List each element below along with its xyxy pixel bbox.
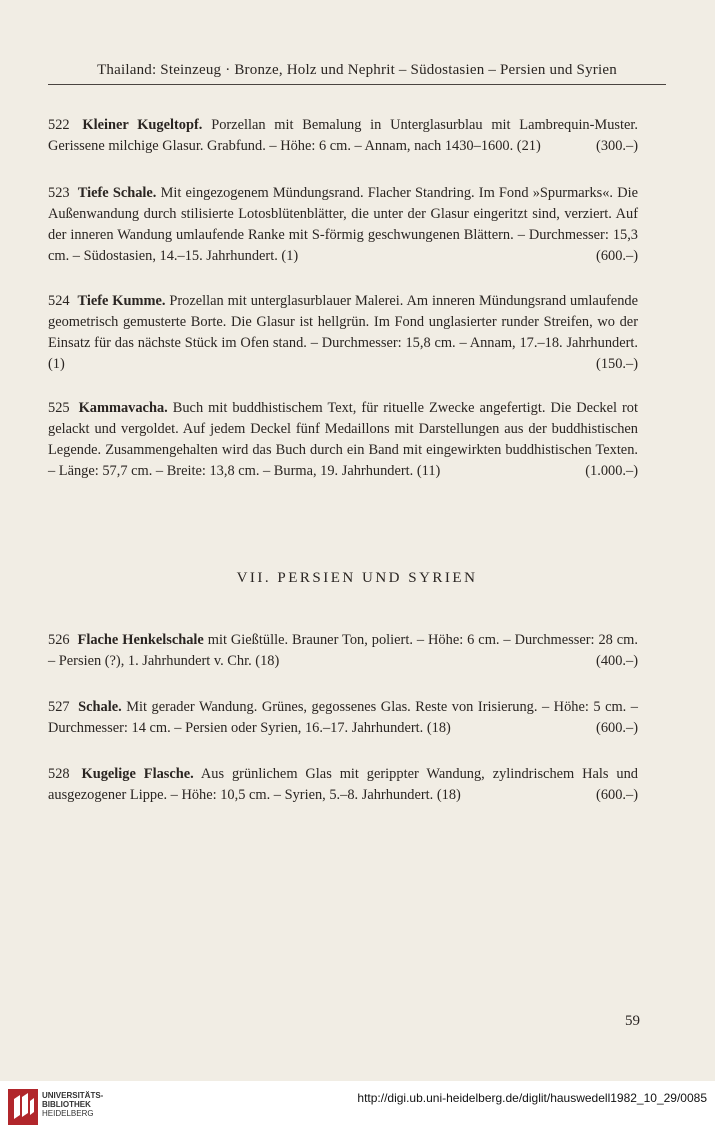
- entry-title: Tiefe Schale.: [77, 185, 157, 201]
- entry-title: Kammavacha.: [78, 400, 168, 416]
- source-url[interactable]: http://digi.ub.uni-heidelberg.de/diglit/hauswedell1982_10_29/0085: [357, 1091, 707, 1105]
- library-name: [42, 1091, 103, 1118]
- entry-price: (400.–): [596, 653, 638, 669]
- entry-number: 525: [48, 400, 70, 416]
- catalog-entry-528: [48, 764, 638, 806]
- library-name-line3: HEIDELBERG: [42, 1109, 94, 1118]
- library-logo-icon: [8, 1089, 38, 1125]
- entry-number: 522: [48, 117, 70, 133]
- catalog-entry-525: [48, 398, 638, 482]
- catalog-entry-526: [48, 630, 638, 672]
- entry-number: 524: [48, 293, 70, 309]
- library-name-line1: UNIVERSITÄTS-: [42, 1091, 104, 1100]
- entry-price: (1.000.–): [585, 463, 638, 479]
- section-heading: VII. PERSIEN UND SYRIEN: [236, 570, 478, 586]
- entry-price: (600.–): [596, 248, 638, 264]
- catalog-entry-524: [48, 291, 638, 375]
- entry-body: Mit gerader Wandung. Grünes, gegossenes Glas. Reste von Irisierung. – Höhe: 5 cm. – Durchmesser: 14 cm. – Persien oder Syrien, 16.–17. Jahrhundert. (18): [48, 699, 638, 736]
- entry-title: Kugelige Flasche.: [81, 766, 194, 782]
- footer-bar: [0, 1081, 715, 1133]
- entry-title: Tiefe Kumme.: [77, 293, 166, 309]
- catalog-entry-523: [48, 183, 638, 267]
- entry-number: 528: [48, 766, 70, 782]
- running-header: Thailand: Steinzeug · Bronze, Holz und Nephrit – Südostasien – Persien und Syrien: [97, 62, 617, 78]
- entry-body: Aus grünlichem Glas mit gerippter Wandung, zylindrischem Hals und ausgezogener Lippe. – Höhe: 10,5 cm. – Syrien, 5.–8. Jahrhundert. (18): [48, 766, 638, 803]
- entry-title: Kleiner Kugeltopf.: [82, 117, 203, 133]
- library-name-line2: BIBLIOTHEK: [42, 1100, 91, 1109]
- entry-title: Schale.: [78, 699, 122, 715]
- entry-body: Prozellan mit unterglasurblauer Malerei. Am inneren Mündungsrand umlaufende geometrisch gemusterte Borte. Die Glasur ist hellgrün. Im Fond unglasierter runder Streifen, wo der Einsatz für das nächste Stück im Ofen stand. – Durchmesser: 15,8 cm. – Annam, 17.–18. Jahrhundert. (1): [48, 293, 638, 372]
- entry-title: Flache Henkelschale: [77, 632, 204, 648]
- entry-price: (150.–): [596, 356, 638, 372]
- header-rule: [48, 84, 666, 85]
- catalog-entry-527: [48, 697, 638, 739]
- entry-number: 527: [48, 699, 70, 715]
- entry-price: (300.–): [596, 138, 638, 154]
- entry-number: 526: [48, 632, 70, 648]
- catalog-entry-522: [48, 115, 638, 157]
- entry-price: (600.–): [596, 787, 638, 803]
- entry-body: Buch mit buddhistischem Text, für rituelle Zwecke angefertigt. Die Deckel rot gelackt und vergoldet. Auf jedem Deckel fünf Medaillons mit Darstellungen aus der buddhistischen Legende. Zusammengehalten wird das Buch durch ein Band mit eingewirkten buddhistischen Texten. – Länge: 57,7 cm. – Breite: 13,8 cm. – Burma, 19. Jahrhundert. (11): [48, 400, 638, 479]
- entry-body: Mit eingezogenem Mündungsrand. Flacher Standring. Im Fond »Spurmarks«. Die Außenwandung durch stilisierte Lotosblütenblätter, die unter der Glasur eingeritzt sind, verziert. Auf der inneren Wandung umlaufende Ranke mit S-förmig geschwungenen Blättern. – Durchmesser: 15,3 cm. – Südostasien, 14.–15. Jahrhundert. (1): [48, 185, 638, 264]
- entry-body: Porzellan mit Bemalung in Unterglasurblau mit Lambrequin-Muster. Gerissene milchige Glasur. Grabfund. – Höhe: 6 cm. – Annam, nach 1430–1600. (21): [48, 117, 638, 154]
- entry-number: 523: [48, 185, 70, 201]
- page-number: 59: [625, 1013, 640, 1029]
- entry-body: mit Gießtülle. Brauner Ton, poliert. – Höhe: 6 cm. – Durchmesser: 28 cm. – Persien (?), 1. Jahrhundert v. Chr. (18): [48, 632, 638, 669]
- entry-price: (600.–): [596, 720, 638, 736]
